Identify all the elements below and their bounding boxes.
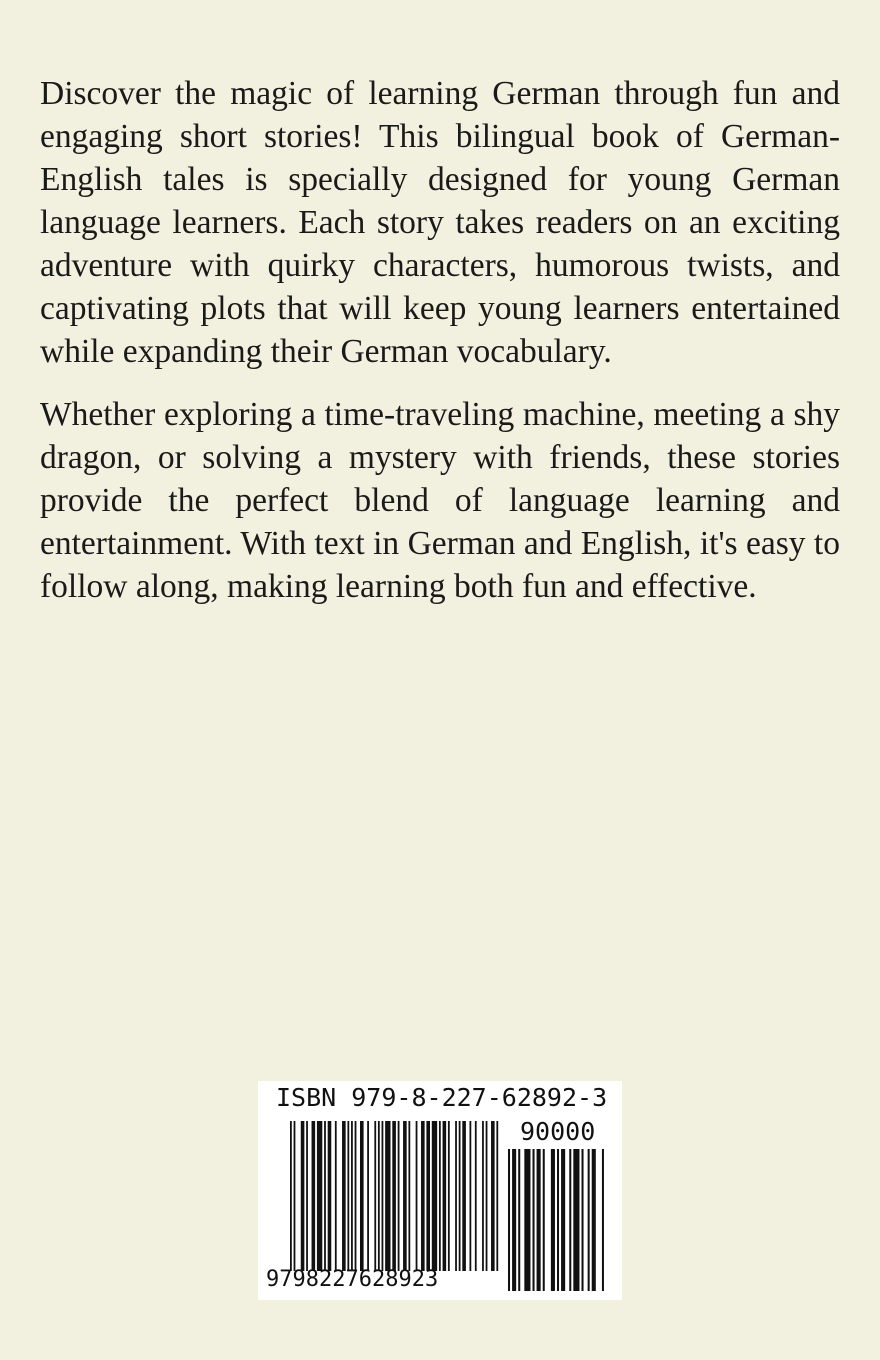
barcode-bar — [360, 1121, 364, 1271]
barcode-bar — [403, 1121, 407, 1271]
barcode-bar — [524, 1149, 530, 1291]
barcode-bar — [459, 1121, 461, 1271]
barcode-bar — [324, 1121, 326, 1271]
barcode-bar — [294, 1121, 296, 1271]
barcode-bar — [537, 1149, 541, 1291]
barcode-bar — [518, 1149, 520, 1291]
barcode-bar — [378, 1121, 380, 1271]
barcode-bar — [328, 1121, 332, 1271]
barcode-bar — [443, 1121, 447, 1271]
blurb-paragraph-1: Discover the magic of learning German through fun and engaging short stories! This bilingual book of German-English tales is specially designed for young German language learners. Each story takes readers on an exciting adventure with quirky characters, humorous twists, and captivating plots that will keep young learners entertained while expanding their German vocabulary. — [40, 75, 840, 370]
barcode-bar — [496, 1121, 498, 1271]
barcode-bar — [512, 1149, 516, 1291]
isbn-barcode — [258, 1081, 622, 1300]
blurb-paragraph-2: Whether exploring a time-traveling machine, meeting a shy dragon, or solving a mystery with friends, these stories provide the perfect blend of language learning and entertainment. With text in German and English, it's easy to follow along, making learning both fun and effective. — [40, 396, 840, 605]
barcode-bar — [486, 1121, 488, 1271]
barcode-bar — [582, 1149, 584, 1291]
barcode-bar — [382, 1121, 384, 1271]
barcode-bar — [561, 1149, 565, 1291]
barcode-bar — [533, 1149, 535, 1291]
barcode-bar — [312, 1121, 316, 1271]
barcode-bar — [569, 1149, 571, 1291]
barcode-bar — [557, 1149, 559, 1291]
barcode-bar — [551, 1149, 555, 1291]
barcode-bar — [335, 1121, 337, 1271]
barcode-bar — [367, 1121, 369, 1271]
barcode-bar — [317, 1121, 322, 1271]
isbn-label: ISBN 979-8-227-62892-3 — [276, 1083, 608, 1112]
cover-blurb — [40, 72, 840, 628]
barcode-bar — [290, 1121, 292, 1271]
barcode-bar — [374, 1121, 376, 1271]
barcode-bar — [347, 1121, 349, 1271]
barcode-bar — [306, 1121, 308, 1271]
barcode-bar — [421, 1121, 425, 1271]
barcode-bar — [448, 1121, 450, 1271]
barcode-bar — [439, 1121, 441, 1271]
barcode-bar — [398, 1121, 400, 1271]
ean-barcode-bars — [290, 1121, 500, 1291]
barcode-bar — [342, 1121, 346, 1271]
barcode-bar — [469, 1121, 471, 1271]
barcode-bar — [602, 1149, 604, 1291]
barcode-bar — [455, 1121, 457, 1271]
ean-digits: 9798227628923 — [266, 1267, 439, 1292]
barcode-bar — [573, 1149, 579, 1291]
barcode-bar — [301, 1121, 305, 1271]
barcode-bar — [355, 1121, 357, 1271]
addon-barcode-bars — [508, 1149, 606, 1291]
barcode-bar — [392, 1121, 396, 1271]
barcode-bar — [543, 1149, 545, 1291]
barcode-bar — [491, 1121, 495, 1271]
barcode-bar — [426, 1121, 430, 1271]
barcode-bar — [432, 1121, 437, 1271]
price-code: 90000 — [520, 1117, 596, 1146]
barcode-bar — [408, 1121, 410, 1271]
barcode-bar — [588, 1149, 590, 1291]
barcode-bar — [475, 1121, 477, 1271]
barcode-bar — [482, 1121, 484, 1271]
barcode-bar — [351, 1121, 353, 1271]
barcode-bar — [592, 1149, 596, 1291]
barcode-bar — [508, 1149, 510, 1291]
barcode-bar — [416, 1121, 418, 1271]
barcode-bar — [462, 1121, 466, 1271]
barcode-bar — [385, 1121, 390, 1271]
